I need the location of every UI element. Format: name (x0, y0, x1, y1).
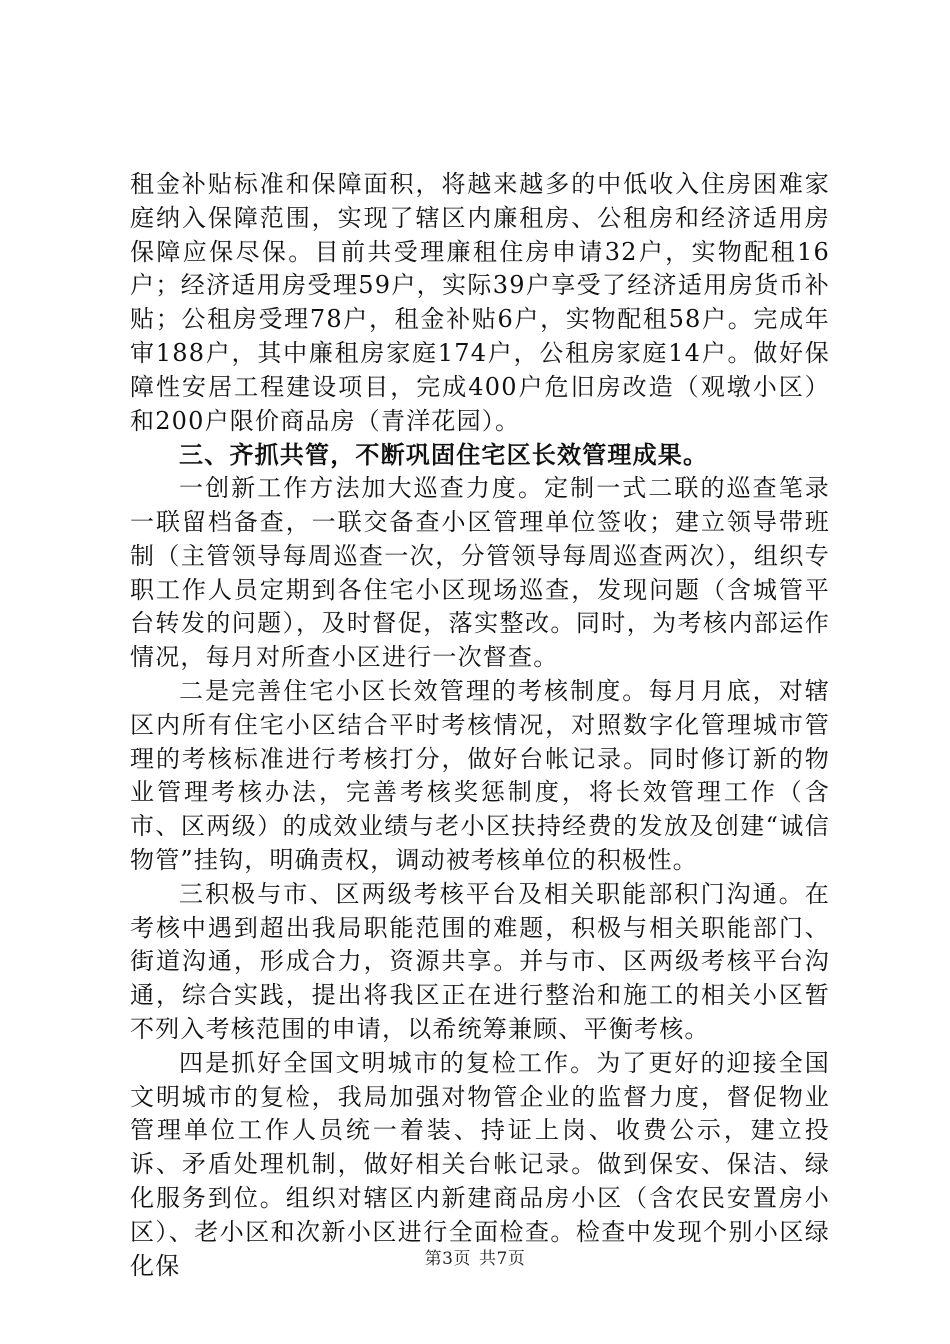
paragraph-platform-communication: 三积极与市、区两级考核平台及相关职能部积门沟通。在考核中遇到超出我局职能范围的难题，积极与相关职能部门、街道沟通，形成合力，资源共享。并与市、区两级考核平台沟通，综合实践，提出将我区正在进行整治和施工的相关小区暂不列入考核范围的申请，以希统筹兼顾、平衡考核。 (130, 879, 830, 1043)
paragraph-patrol: 一创新工作方法加大巡查力度。定制一式二联的巡查笔录一联留档备查，一联交备查小区管理单位签收；建立领导带班制（主管领导每周巡查一次，分管领导每周巡查两次），组织专职工作人员定期到各住宅小区现场巡查，发现问题（含城管平台转发的问题），及时督促，落实整改。同时，为考核内部运作情况，每月对所查小区进行一次督查。 (130, 474, 830, 672)
paragraph-civilized-city: 四是抓好全国文明城市的复检工作。为了更好的迎接全国文明城市的复检，我局加强对物管企业的监督力度，督促物业管理单位工作人员统一着装、持证上岗、收费公示，建立投诉、矛盾处理机制，做好相关台帐记录。做到保安、保洁、绿化服务到位。组织对辖区内新建商品房小区（含农民安置房小区）、老小区和次新小区进行全面检查。检查中发现个别小区绿化保 (130, 1048, 830, 1280)
page-number: 第3页 (424, 1249, 471, 1269)
document-body (130, 168, 830, 1283)
page-total: 共7页 (479, 1249, 526, 1269)
paragraph-continuation: 租金补贴标准和保障面积，将越来越多的中低收入住房困难家庭纳入保障范围，实现了辖区内廉租房、公租房和经济适用房保障应保尽保。目前共受理廉租住房申请32户，实物配租16户；经济适用房受理59户，实际39户享受了经济适用房货币补贴；公租房受理78户，租金补贴6户，实物配租58户。完成年审188户，其中廉租房家庭174户，公租房家庭14户。做好保障性安居工程建设项目，完成400户危旧房改造（观墩小区）和200户限价商品房（青洋花园）。 (130, 170, 830, 435)
section-heading: 三、齐抓共管，不断巩固住宅区长效管理成果。 (179, 440, 709, 470)
page-footer (0, 1244, 950, 1269)
paragraph-assessment-system: 二是完善住宅小区长效管理的考核制度。每月月底，对辖区内所有住宅小区结合平时考核情况，对照数字化管理城市管理的考核标准进行考核打分，做好台帐记录。同时修订新的物业管理考核办法，完善考核奖惩制度，将长效管理工作（含市、区两级）的成效业绩与老小区扶持经费的发放及创建“诚信物管”挂钩，明确责权，调动被考核单位的积极性。 (130, 676, 830, 874)
